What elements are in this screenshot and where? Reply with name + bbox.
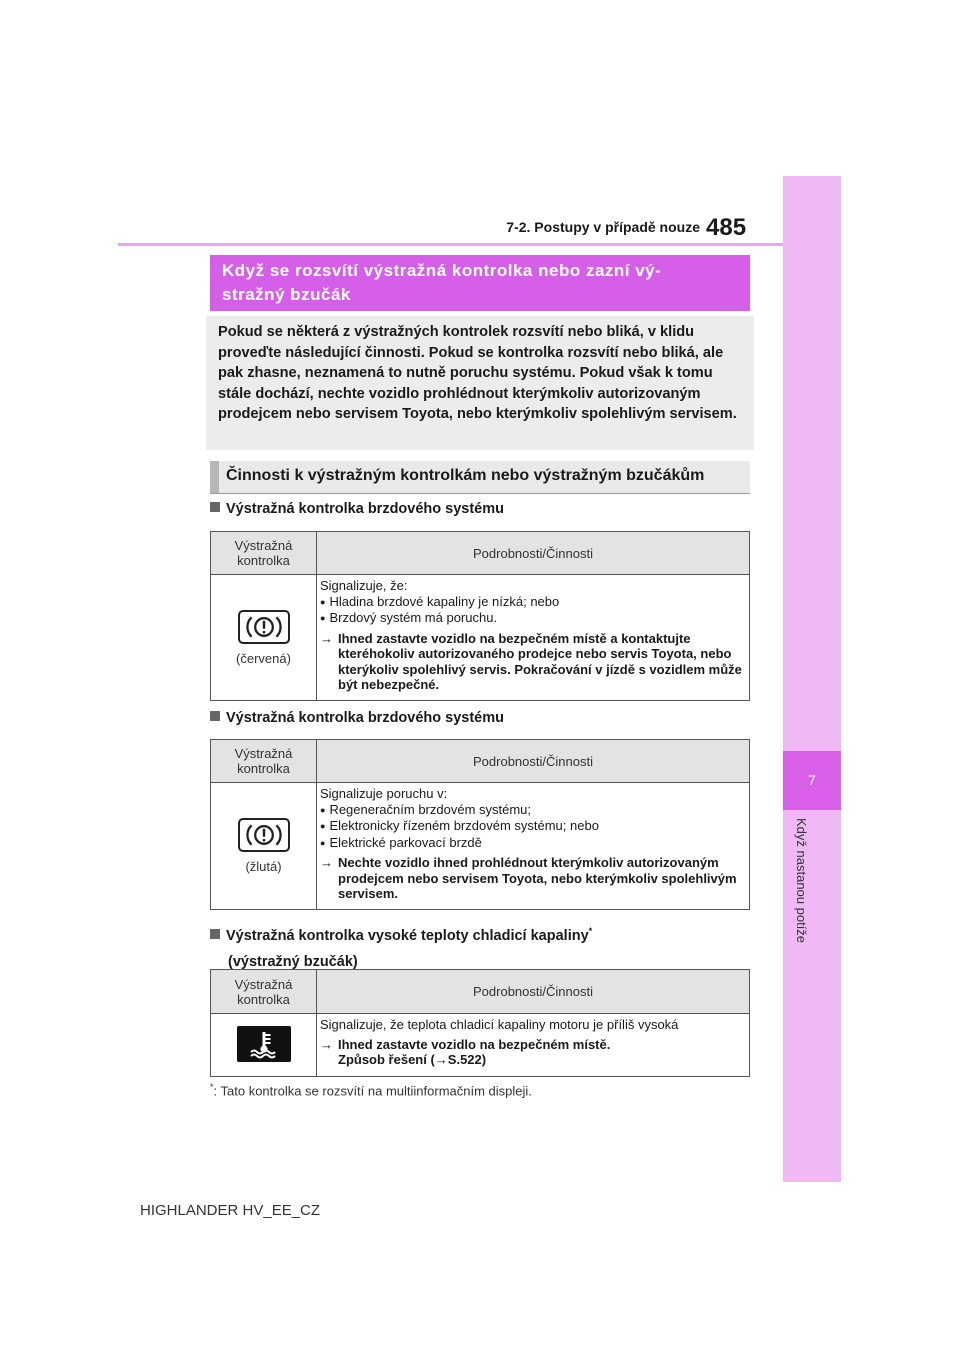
table-header-light: Výstražná kontrolka <box>211 532 317 575</box>
action-text: Ihned zastavte vozidlo na bezpečném místě. <box>338 1036 611 1052</box>
square-bullet-icon <box>210 929 220 939</box>
action-text: Nechte vozidlo ihned prohlédnout kterýmkoliv autorizovaným prodejcem nebo servisem Toyota, nebo kterýmkoliv spolehlivým servisem. <box>338 855 737 901</box>
banner-title-line1: Když se rozsvítí výstražná kontrolka nebo zazní vý- <box>222 261 662 280</box>
page-number: 485 <box>706 214 747 241</box>
warning-light-cell <box>211 783 317 910</box>
details-bullet: ● Elektronicky řízeném brzdovém systému; nebo <box>320 818 745 835</box>
banner-title <box>222 259 742 307</box>
arrow-icon: → <box>320 630 333 646</box>
details-intro: Signalizuje, že teplota chladicí kapaliny motoru je příliš vysoká <box>320 1017 679 1032</box>
details-intro: Signalizuje poruchu v: <box>320 786 448 801</box>
footnote <box>210 1082 532 1098</box>
brake-warning-icon <box>238 818 290 852</box>
table-header-details: Podrobnosti/Činnosti <box>317 970 750 1014</box>
chapter-label: Když nastanou potíže <box>794 818 809 944</box>
subheading-underline <box>210 493 750 494</box>
header-rule <box>118 243 783 246</box>
section-heading-1 <box>210 501 504 517</box>
table-header-light: Výstražná kontrolka <box>211 740 317 783</box>
table-header-details: Podrobnosti/Činnosti <box>317 740 750 783</box>
table-header-details: Podrobnosti/Činnosti <box>317 532 750 575</box>
action-text: Ihned zastavte vozidlo na bezpečném místě a kontaktujte kteréhokoliv autorizovaného prodejce nebo servis Toyota, nebo kterýkoliv spolehlivý servis. Pokračování v jízdě s vozidlem může být nebezpečné. <box>338 630 742 692</box>
square-bullet-icon <box>210 502 220 512</box>
table-header-light: Výstražná kontrolka <box>211 970 317 1014</box>
section-title: 7-2. Postupy v případě nouze <box>506 219 700 235</box>
coolant-temperature-icon <box>237 1026 291 1062</box>
icon-caption: (žlutá) <box>245 859 282 874</box>
footnote-mark: * <box>588 926 593 936</box>
section-heading-2 <box>210 710 504 726</box>
arrow-icon: → <box>320 1036 333 1052</box>
details-bullet: ● Hladina brzdové kapaliny je nízká; nebo <box>320 594 745 611</box>
details-intro: Signalizuje, že: <box>320 578 408 593</box>
details-cell <box>317 1014 750 1077</box>
section-heading-1-text: Výstražná kontrolka brzdového systému <box>226 501 504 517</box>
chapter-side-tab <box>783 176 841 1182</box>
icon-caption: (červená) <box>236 650 291 666</box>
warning-light-cell <box>211 575 317 701</box>
action-reference: Způsob řešení (→S.522) <box>338 1052 487 1067</box>
action-instruction <box>320 1037 745 1068</box>
details-cell <box>317 783 750 910</box>
arrow-icon: → <box>320 855 333 870</box>
details-bullet: ● Elektrické parkovací brzdě <box>320 835 745 852</box>
section-heading-3-sub: (výstražný bzučák) <box>228 953 358 970</box>
warning-table-2 <box>210 739 750 910</box>
section-heading-2-text: Výstražná kontrolka brzdového systému <box>226 710 504 726</box>
warning-light-cell <box>211 1014 317 1077</box>
details-bullet: ● Brzdový systém má poruchu. <box>320 610 745 627</box>
section-heading-3 <box>210 918 592 975</box>
details-bullet: ● Regeneračním brzdovém systému; <box>320 802 745 819</box>
warning-table-3 <box>210 969 750 1077</box>
intro-text: Pokud se některá z výstražných kontrolek rozsvítí nebo bliká, v klidu proveďte následující činnosti. Pokud se kontrolka rozsvítí nebo bliká, ale pak zhasne, neznamená to nutně poruchu systému. Pokud však k tomu stále dochází, nechte vozidlo prohlédnout kterýmkoliv autorizovaným prodejcem nebo servisem Toyota, nebo kterýmkoliv spolehlivým servisem. <box>218 324 737 423</box>
section-heading-3-text: Výstražná kontrolka vysoké teploty chladicí kapaliny <box>226 927 589 944</box>
subheading-bar <box>210 461 219 494</box>
chapter-number: 7 <box>808 772 816 788</box>
footnote-mark: * <box>210 1082 214 1092</box>
banner-title-line2: stražný bzučák <box>222 285 351 304</box>
square-bullet-icon <box>210 711 220 721</box>
brake-warning-icon <box>238 610 290 644</box>
subheading: Činnosti k výstražným kontrolkám nebo výstražným bzučákům <box>226 467 705 484</box>
footnote-text: : Tato kontrolka se rozsvítí na multiinformačním displeji. <box>213 1083 532 1099</box>
action-instruction <box>320 631 745 693</box>
warning-table-1 <box>210 531 750 701</box>
action-instruction <box>320 855 745 902</box>
details-cell <box>317 575 750 701</box>
document-footer: HIGHLANDER HV_EE_CZ <box>140 1202 321 1219</box>
